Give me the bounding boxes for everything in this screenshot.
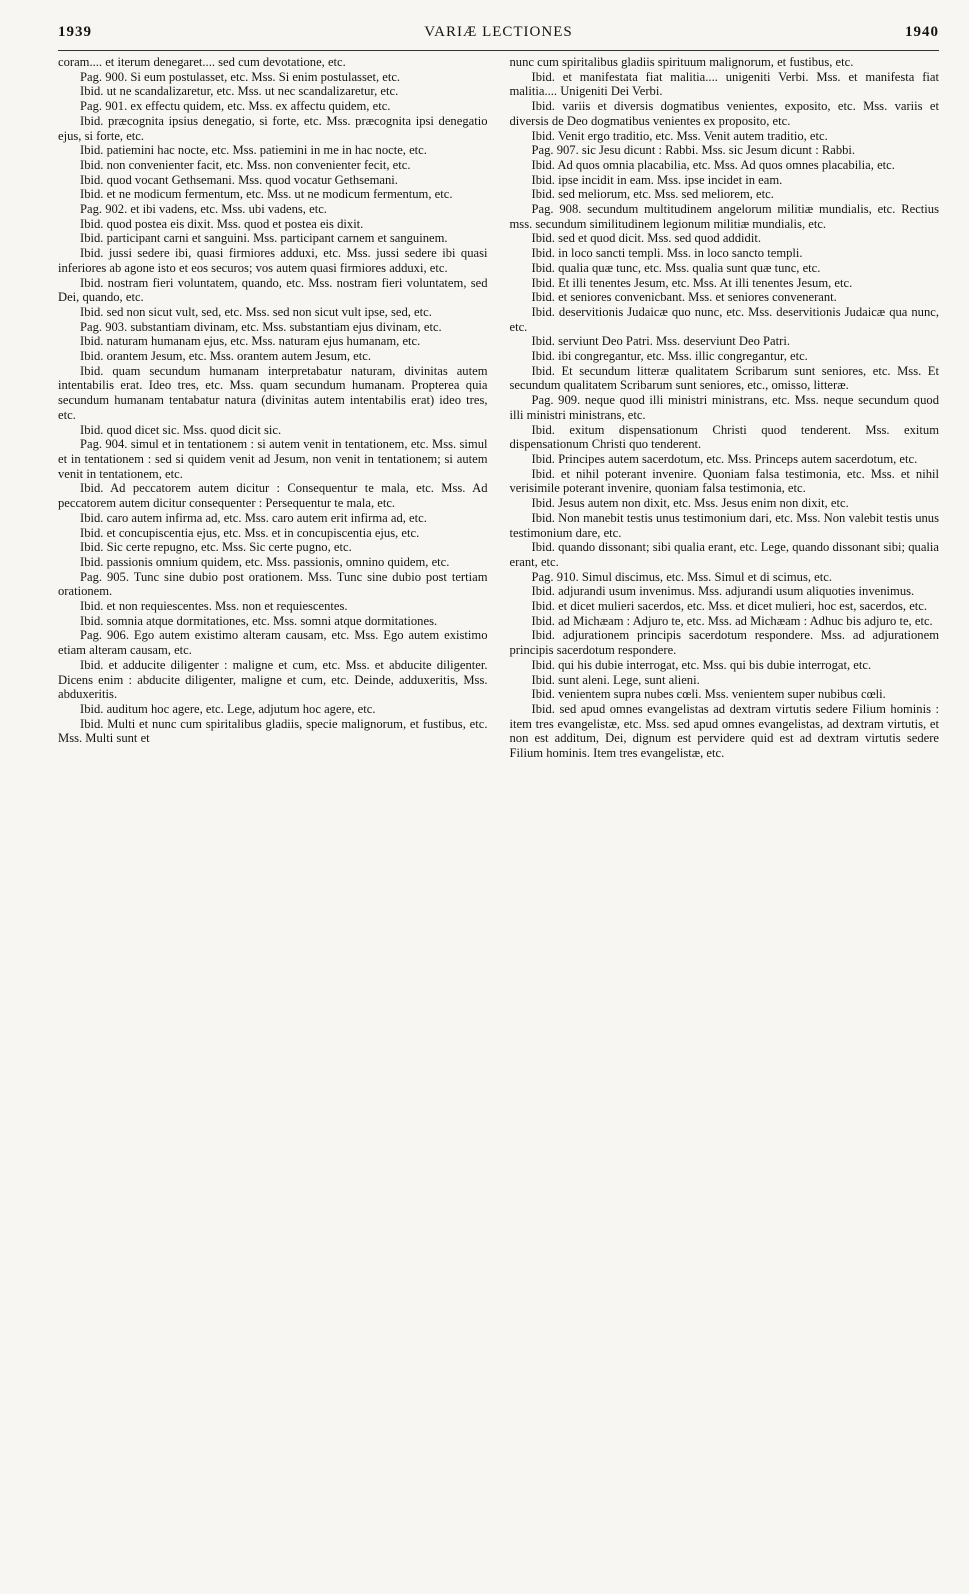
lection-entry: Ibid. sed meliorum, etc. Mss. sed meliorem, etc. [531, 187, 774, 202]
lection-entry: Ibid. qualia quæ tunc, etc. Mss. qualia sunt quæ tunc, etc. [531, 260, 821, 275]
lection-entry: Ibid. adjurationem principis sacerdotum respondere. Mss. ad adjurationem principis sacerdotum respondere. [509, 628, 939, 658]
lection-entry: Ibid. nostram fieri voluntatem, quando, etc. Mss. nostram fieri voluntatem, sed Dei, quando, etc. [58, 275, 488, 305]
lection-entry: Ibid. Non manebit testis unus testimonium dari, etc. Mss. Non valebit testis unus testimonium dare, etc. [509, 510, 939, 540]
lection-entry: Ibid. naturam humanam ejus, etc. Mss. naturam ejus humanam, etc. [80, 334, 421, 349]
lection-entry: Pag. 904. simul et in tentationem : si autem venit in tentationem, etc. Mss. simul et in tentationem : sed si quidem venit ad Jesum, non venit in tentationem; si autem venit in tentationem, etc. [58, 437, 488, 481]
lection-entry: Ibid. Jesus autem non dixit, etc. Mss. Jesus enim non dixit, etc. [531, 496, 849, 511]
lection-entry: Ibid. venientem supra nubes cœli. Mss. venientem super nubibus cœli. [531, 687, 886, 702]
lection-entry: Ibid. et manifestata fiat malitia.... unigeniti Verbi. Mss. et manifesta fiat malitia.... Unigeniti Dei Verbi. [509, 69, 939, 99]
lection-entry: Ibid. quod dicet sic. Mss. quod dicit sic. [80, 422, 282, 437]
lection-entry: Ibid. in loco sancti templi. Mss. in loco sancto templi. [531, 246, 803, 261]
lection-entry: Ibid. somnia atque dormitationes, etc. Mss. somni atque dormitationes. [80, 613, 438, 628]
lection-entry: Ibid. ut ne scandalizaretur, etc. Mss. ut nec scandalizaretur, etc. [80, 84, 399, 99]
lection-entry: Ibid. qui his dubie interrogat, etc. Mss. qui bis dubie interrogat, etc. [531, 657, 872, 672]
lection-entry: Pag. 909. neque quod illi ministri ministrans, etc. Mss. neque secundum quod illi ministri ministrans, etc. [509, 393, 939, 422]
lection-entry: Ibid. Ad quos omnia placabilia, etc. Mss. Ad quos omnes placabilia, etc. [531, 157, 895, 172]
column-number-left: 1939 [58, 24, 92, 40]
lection-entry: Ibid. caro autem infirma ad, etc. Mss. caro autem erit infirma ad, etc. [80, 510, 427, 525]
lection-entry: Ibid. et non requiescentes. Mss. non et requiescentes. [80, 599, 348, 614]
lection-entry: Ibid. ipse incidit in eam. Mss. ipse incidet in eam. [531, 172, 783, 187]
lection-entry: Ibid. Venit ergo traditio, etc. Mss. Venit autem traditio, etc. [531, 128, 828, 143]
lection-entry: Ibid. deservitionis Judaicæ quo nunc, etc. Mss. deservitionis Judaicæ qua nunc, etc. [509, 304, 939, 334]
lection-entry: Pag. 907. sic Jesu dicunt : Rabbi. Mss. sic Jesum dicunt : Rabbi. [531, 143, 856, 158]
lection-entry: Pag. 905. Tunc sine dubio post orationem. Mss. Tunc sine dubio post tertiam orationem. [58, 569, 488, 599]
lection-entry: Pag. 908. secundum multitudinem angelorum militiæ mundialis, etc. Rectius mss. secundum similitudinem legionum militiæ mundialis, etc. [509, 202, 939, 231]
lection-entry: Ibid. ibi congregantur, etc. Mss. illic congregantur, etc. [531, 349, 808, 364]
lection-entry: Ibid. præcognita ipsius denegatio, si forte, etc. Mss. præcognita ipsi denegatio ejus, si forte, etc. [58, 113, 488, 143]
lection-entry: Ibid. exitum dispensationum Christi quod tenderent. Mss. exitum dispensationum Christi quo tenderent. [509, 422, 939, 452]
lection-entry: Ibid. Et illi tenentes Jesum, etc. Mss. At illi tenentes Jesum, etc. [531, 275, 853, 290]
lection-entry: Ibid. Multi et nunc cum spiritalibus gladiis, specie malignorum, et fustibus, etc. Mss. Multi sunt et [58, 716, 488, 746]
lection-entry: Pag. 910. Simul discimus, etc. Mss. Simul et di scimus, etc. [531, 569, 832, 584]
lection-entry: Ibid. quod postea eis dixit. Mss. quod et postea eis dixit. [80, 216, 364, 231]
lection-entry: Ibid. et dicet mulieri sacerdos, etc. Mss. et dicet mulieri, hoc est, sacerdos, etc. [531, 599, 928, 614]
lection-entry: Ibid. sed apud omnes evangelistas ad dextram virtutis sedere Filium hominis : item tres evangelistæ, etc. Mss. sed apud omnes evangelistas, ad dextram virtutis, et non est additum, Dei, dignum est pervidere quid est ad dextram virtutis sedere Filium hominis. Item tres evangelistæ, etc. [509, 701, 939, 761]
lection-entry: Ibid. Principes autem sacerdotum, etc. Mss. Princeps autem sacerdotum, etc. [531, 451, 918, 466]
lection-entry: Ibid. quod vocant Gethsemani. Mss. quod vocatur Gethsemani. [80, 172, 398, 187]
right-column [510, 55, 940, 761]
lection-entry: Ibid. jussi sedere ibi, quasi firmiores adduxi, etc. Mss. jussi sedere ibi quasi inferiores ab agone isto et eos securos; vos autem quasi firmiores adduxi, etc. [58, 246, 488, 275]
lection-entry: Pag. 901. ex effectu quidem, etc. Mss. ex affectu quidem, etc. [80, 99, 391, 114]
lection-entry: Pag. 906. Ego autem existimo alteram causam, etc. Mss. Ego autem existimo etiam alteram causam, etc. [58, 628, 488, 658]
lection-entry: Pag. 902. et ibi vadens, etc. Mss. ubi vadens, etc. [80, 202, 327, 217]
lection-entry: Ibid. et seniores convenicbant. Mss. et seniores convenerant. [531, 290, 837, 305]
lection-entry: Ibid. non convenienter facit, etc. Mss. non convenienter fecit, etc. [80, 157, 411, 172]
running-title: VARIÆ LECTIONES [424, 24, 573, 40]
lection-entry: Ibid. Sic certe repugno, etc. Mss. Sic certe pugno, etc. [80, 540, 352, 555]
lection-entry: Ibid. quando dissonant; sibi qualia erant, etc. Lege, quando dissonant sibi; qualia erant, etc. [509, 540, 939, 569]
header-rule [58, 50, 939, 51]
lection-entry: Ibid. sed non sicut vult, sed, etc. Mss. sed non sicut vult ipse, sed, etc. [80, 304, 432, 319]
lection-entry: Ibid. quam secundum humanam interpretabatur naturam, divinitas autem intentabilis erat. Ideo tres, etc. Mss. quam secundum humanam. Propterea quia secundum humanam tentabatur natura (divinitas autem intentabilis erat) ideo tres, etc. [58, 363, 488, 422]
lection-entry: Ibid. patiemini hac nocte, etc. Mss. patiemini in me in hac nocte, etc. [80, 143, 427, 158]
lection-entry: Pag. 903. substantiam divinam, etc. Mss. substantiam ejus divinam, etc. [80, 319, 442, 334]
lection-entry: Ibid. variis et diversis dogmatibus venientes, exposito, etc. Mss. variis et diversis de Deo dogmatibus venientes ex proposito, etc. [509, 99, 939, 128]
lection-entry: Ibid. ad Michæam : Adjuro te, etc. Mss. ad Michæam : Adhuc bis adjuro te, etc. [531, 613, 933, 628]
lection-entry: Ibid. Ad peccatorem autem dicitur : Consequentur te mala, etc. Mss. Ad peccatorem autem dicitur consequenter : Persequentur te mala, etc. [58, 481, 488, 511]
lection-entry: Ibid. et concupiscentia ejus, etc. Mss. et in concupiscentia ejus, etc. [80, 525, 420, 540]
lection-entry: Ibid. passionis omnium quidem, etc. Mss. passionis, omnino quidem, etc. [80, 554, 450, 569]
running-header [58, 24, 939, 50]
lection-entry: Ibid. adjurandi usum invenimus. Mss. adjurandi usum aliquoties invenimus. [531, 584, 915, 599]
lection-entry: Ibid. serviunt Deo Patri. Mss. deserviunt Deo Patri. [531, 334, 790, 349]
text-columns [58, 55, 939, 761]
left-column [58, 55, 488, 761]
lection-entry: Ibid. et ne modicum fermentum, etc. Mss. ut ne modicum fermentum, etc. [80, 187, 453, 202]
lection-entry: Ibid. et nihil poterant invenire. Quoniam falsa testimonia, etc. Mss. et nihil verisimile poterant invenire, quoniam falsa testimonia, etc. [509, 466, 939, 496]
lection-entry: Ibid. participant carni et sanguini. Mss. participant carnem et sanguinem. [80, 231, 448, 246]
column-number-right: 1940 [905, 24, 939, 40]
lection-entry: nunc cum spiritalibus gladiis spirituum malignorum, et fustibus, etc. [509, 55, 854, 69]
lection-entry: coram.... et iterum denegaret.... sed cum devotatione, etc. [58, 55, 346, 69]
lection-entry: Ibid. sed et quod dicit. Mss. sed quod addidit. [531, 231, 761, 246]
lection-entry: Ibid. Et secundum litteræ qualitatem Scribarum sunt seniores, etc. Mss. Et secundum qualitatem Scribarum sunt seniores, etc., omisso, litteræ. [509, 363, 939, 393]
lection-entry: Ibid. auditum hoc agere, etc. Lege, adjutum hoc agere, etc. [80, 701, 376, 716]
lection-entry: Ibid. et adducite diligenter : maligne et cum, etc. Mss. et abducite diligenter. Dicens enim : abducite diligenter, maligne et cum, etc. Deinde, adduxeritis, Mss. abduxeritis. [58, 657, 488, 702]
lection-entry: Ibid. orantem Jesum, etc. Mss. orantem autem Jesum, etc. [80, 349, 371, 364]
lection-entry: Ibid. sunt aleni. Lege, sunt alieni. [531, 672, 700, 687]
lection-entry: Pag. 900. Si eum postulasset, etc. Mss. Si enim postulasset, etc. [80, 69, 401, 84]
